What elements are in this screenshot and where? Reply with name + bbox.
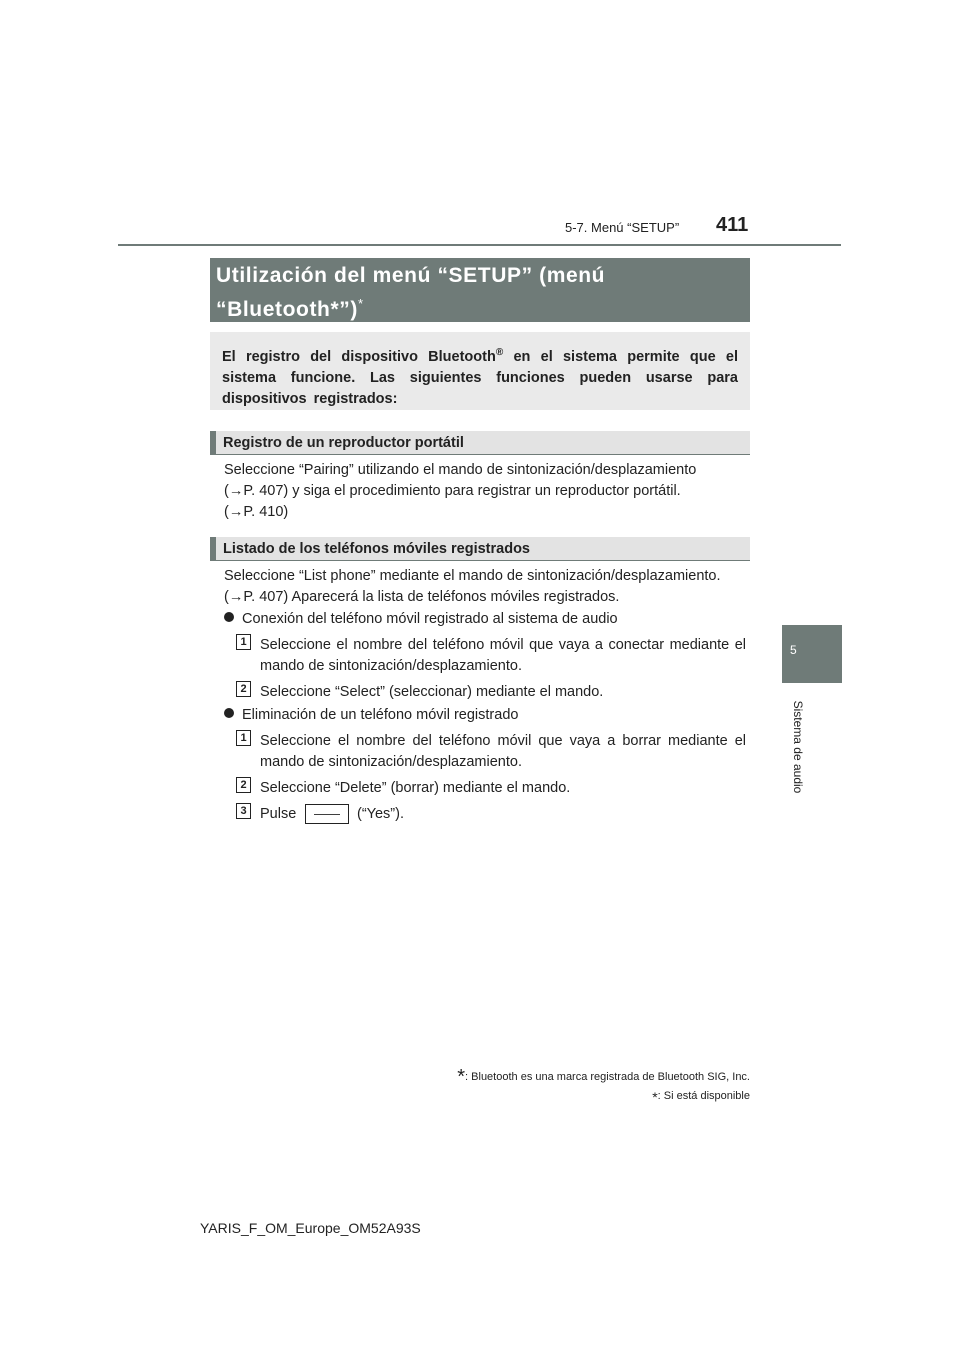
footnote-star: * [457, 1066, 466, 1088]
pairing-line-1: Seleccione “Pairing” utilizando el mando de sintonización/desplazamiento [224, 462, 697, 478]
step-number-box: 1 [236, 730, 251, 746]
chapter-title: Sistema de audio [791, 700, 805, 794]
header-divider [118, 244, 841, 246]
list-phone-line-1: Seleccione “List phone” mediante el mando de sintonización/desplazamiento. [224, 568, 721, 584]
step-number-box: 2 [236, 681, 251, 697]
footnote-availability [540, 1089, 750, 1105]
step-number-box: 1 [236, 634, 251, 650]
section-title: 5-7. Menú “SETUP” [565, 220, 680, 235]
chapter-number: 5 [790, 643, 797, 657]
connect-step-1: Seleccione el nombre del teléfono móvil que vaya a conectar mediante el mando de sintonización/desplazamiento. [260, 637, 746, 674]
footnote-bluetooth-text: : Bluetooth es una marca registrada de Bluetooth SIG, Inc. [465, 1071, 750, 1083]
step-number-box: 3 [236, 803, 251, 819]
delete-step-1: Seleccione el nombre del teléfono móvil que vaya a borrar mediante el mando de sintonización/desplazamiento. [260, 733, 746, 770]
main-heading-line1: Utilización del menú “SETUP” (menú [216, 264, 606, 287]
document-code: YARIS_F_OM_Europe_OM52A93S [200, 1220, 421, 1236]
availability-mark: * [357, 296, 364, 311]
bullet-connect-text: Conexión del teléfono móvil registrado al sistema de audio [242, 611, 618, 627]
list-phone-line-2: (→P. 407) Aparecerá la lista de teléfonos móviles registrados. [224, 589, 620, 605]
connect-step-2: Seleccione “Select” (seleccionar) mediante el mando. [260, 684, 604, 700]
bullet-dot-icon [224, 612, 234, 622]
registered-mark: ® [495, 347, 504, 358]
subheading-portable-player: Registro de un reproductor portátil [210, 431, 750, 455]
footnote-availability-text: : Si está disponible [657, 1090, 750, 1102]
bullet-delete [224, 705, 518, 726]
step-number-box: 2 [236, 777, 251, 793]
yes-button-symbol: —— [305, 804, 349, 824]
bullet-dot-icon [224, 708, 234, 718]
bullet-connect [224, 609, 618, 630]
intro-box [210, 332, 750, 410]
intro-text-2: en el sistema permite que el sistema funcione. Las siguientes funciones pueden usarse para dispositivos registrados: [222, 348, 739, 407]
pairing-line-3: (→P. 410) [224, 504, 289, 520]
footnote-star: * [652, 1089, 658, 1105]
bullet-delete-text: Eliminación de un teléfono móvil registrado [242, 707, 519, 723]
pairing-line-2: (→P. 407) y siga el procedimiento para registrar un reproductor portátil. [224, 483, 681, 499]
delete-step-2: Seleccione “Delete” (borrar) mediante el mando. [260, 780, 571, 796]
delete-step-3-post: (“Yes”). [357, 806, 404, 822]
main-heading-line2: “Bluetooth*”) [216, 298, 358, 321]
main-heading [210, 258, 750, 322]
delete-step-3-pre: Pulse [260, 806, 297, 822]
intro-text-1: El registro del dispositivo Bluetooth [222, 348, 496, 365]
page-number: 411 [716, 214, 749, 236]
subheading-phone-list: Listado de los teléfonos móviles registrados [210, 537, 750, 561]
footnote-bluetooth [420, 1066, 750, 1089]
